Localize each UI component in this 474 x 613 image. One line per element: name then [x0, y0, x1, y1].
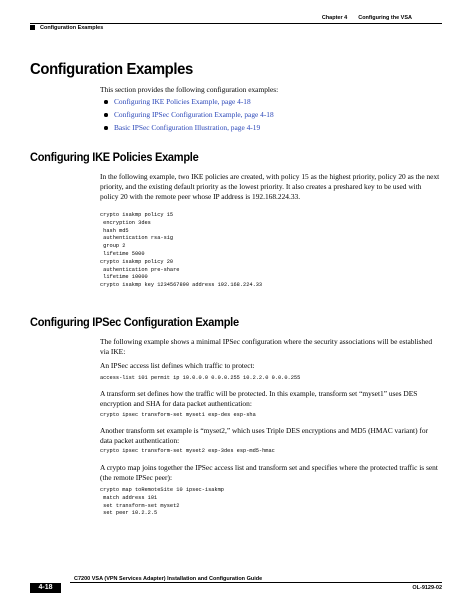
header-rule	[30, 23, 410, 24]
page-title: Configuration Examples	[30, 61, 193, 78]
link-basic-ipsec-illustration[interactable]: Basic IPSec Configuration Illustration, page 4-19	[114, 123, 261, 132]
ipsec-paragraph-transform-set: A transform set defines how the traffic will be protected. In this example, transform set “myset1” uses DES encryption and SHA for data packet authentication:	[100, 389, 418, 408]
footer-rule	[70, 582, 442, 583]
chapter-title: Configuring the VSA	[358, 15, 412, 21]
ipsec-paragraph-crypto-map: A crypto map joins together the IPSec access list and transform set and specifies where the protected traffic is sent (the remote IPSec peer):	[100, 463, 438, 482]
transform-set-myset2-code: crypto ipsec transform-set myset2 esp-3des esp-md5-hmac	[100, 448, 275, 454]
header-rule-right	[410, 23, 442, 24]
page-number: 4-18	[30, 583, 61, 593]
ipsec-section-heading: Configuring IPSec Configuration Example	[30, 315, 239, 329]
bullet-icon	[104, 126, 108, 130]
intro-paragraph: This section provides the following configuration examples:	[100, 85, 279, 94]
link-ike-policies[interactable]: Configuring IKE Policies Example, page 4-18	[114, 97, 251, 106]
footer-doc-title: C7200 VSA (VPN Services Adapter) Installation and Configuration Guide	[74, 576, 263, 582]
running-header-chapter	[322, 15, 412, 21]
list-item	[100, 110, 274, 123]
ike-section-heading: Configuring IKE Policies Example	[30, 150, 199, 164]
list-item	[100, 123, 274, 136]
ipsec-paragraph-myset2: Another transform set example is “myset2,” which uses Triple DES encryptions and MD5 (HMAC variant) for data packet authentication:	[100, 426, 429, 445]
footer-doc-id: OL-9129-02	[412, 585, 442, 591]
example-link-list	[100, 97, 274, 136]
link-ipsec-configuration[interactable]: Configuring IPSec Configuration Example, page 4-18	[114, 110, 274, 119]
header-square-marker	[30, 25, 35, 30]
crypto-map-code: crypto map toRemoteSite 10 ipsec-isakmp match address 101 set transform-set myset2 set peer 10.2.2.5	[100, 487, 224, 517]
ipsec-paragraph-access-list: An IPSec access list defines which traffic to protect:	[100, 361, 255, 370]
ike-code-block: crypto isakmp policy 15 encryption 3des hash md5 authentication rsa-sig group 2 lifetime 5000 crypto isakmp policy 20 authentication pre-share lifetime 10000 crypto isakmp key 1234567890 address 192.168.224.33	[100, 212, 263, 289]
bullet-icon	[104, 113, 108, 117]
bullet-icon	[104, 100, 108, 104]
access-list-code: access-list 101 permit ip 10.0.0.0 0.0.0.255 10.2.2.0 0.0.0.255	[100, 375, 301, 381]
list-item	[100, 97, 274, 110]
running-header-section: Configuration Examples	[40, 25, 104, 31]
ike-paragraph: In the following example, two IKE policies are created, with policy 15 as the highest priority, policy 20 as the next priority, and the existing default priority as the lowest priority. It also creates a preshared key to be used with policy 20 with the remote peer whose IP address is 192.168.224.33.	[100, 172, 440, 201]
ipsec-paragraph-intro: The following example shows a minimal IPSec configuration where the security associations will be established via IKE:	[100, 337, 433, 356]
chapter-number: Chapter 4	[321, 15, 348, 21]
transform-set-myset1-code: crypto ipsec transform-set myset1 esp-des esp-sha	[100, 412, 256, 418]
